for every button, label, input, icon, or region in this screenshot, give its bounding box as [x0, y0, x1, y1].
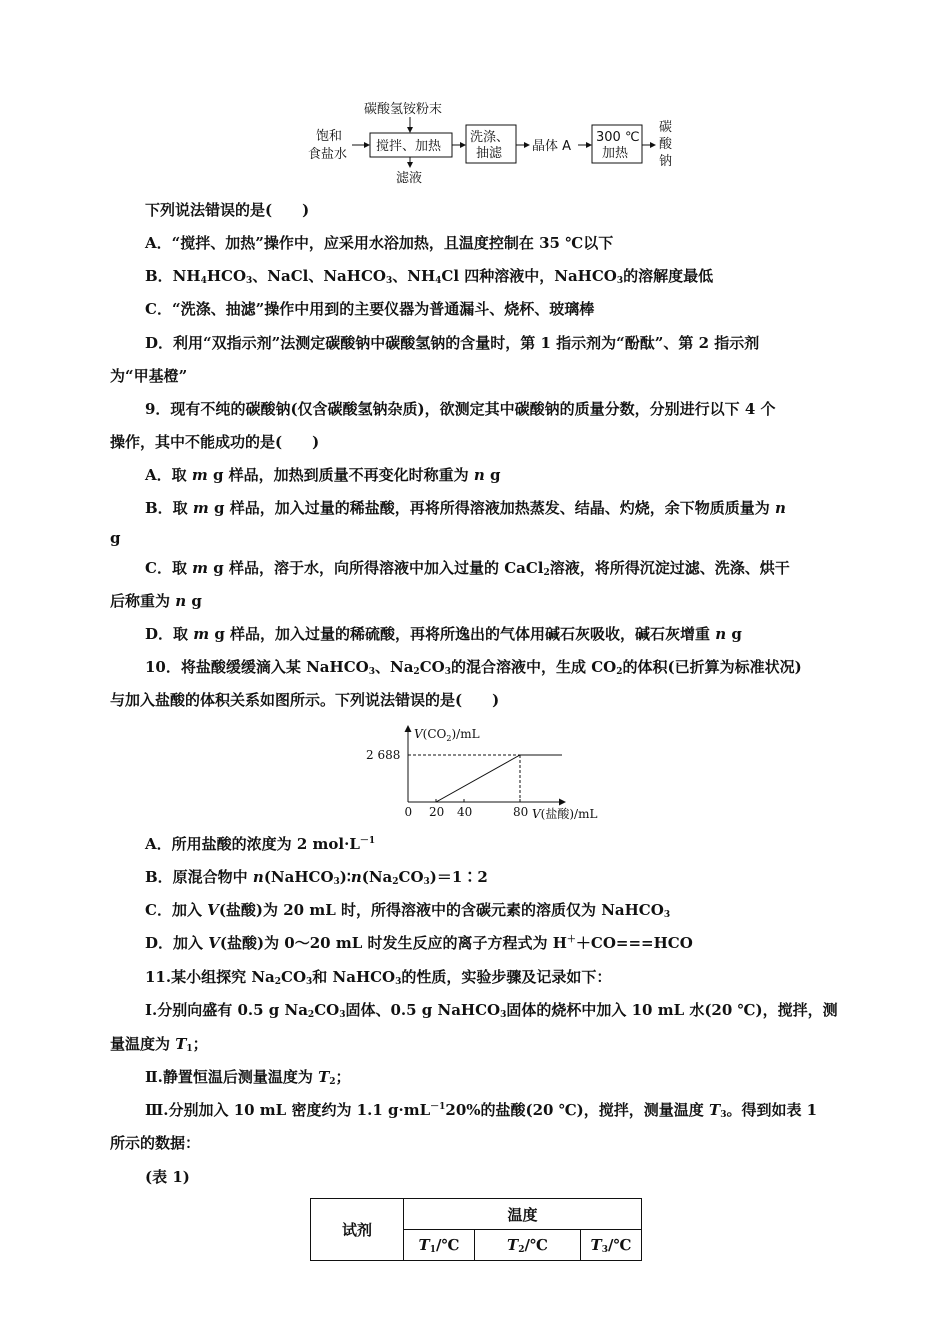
q11-stem: 11.某小组探究 $Na_2CO_3$和 NaHCO$_3$的性质，实验步骤及记录如下： — [145, 968, 612, 987]
q10-option-a: A．所用盐酸的浓度为 2 $mol\cdot L^{-1}$ — [145, 835, 376, 853]
q10-stem-line2: 与加入盐酸的体积关系如图所示。下列说法错误的是( ) — [110, 691, 500, 709]
flow-top-input: 碳酸氢铵粉末 — [364, 102, 443, 117]
flow-left-input-2: 食盐水 — [308, 147, 348, 162]
q11-step-iii-line2: 所示的数据： — [110, 1134, 201, 1152]
q8-option-b: B．$NH_4HCO_3$、NaCl、NaHCO$_3$、$NH_4Cl$ 四种溶液中，NaHCO$_3$的溶解度最低 — [145, 267, 714, 286]
q10-option-d: D．加入 V(盐酸)为 0～20 mL 时发生反应的离子方程式为 H＋＋CO===HCO — [145, 934, 693, 952]
q9-option-d: D．取 m g 样品，加入过量的稀硫酸，再将所逸出的气体用碱石灰吸收，碱石灰增重 n g — [145, 625, 742, 643]
chart-ylabel: $V(CO_2)/mL$ — [414, 727, 480, 743]
table-header-t1: $T_1/℃$ — [404, 1230, 475, 1261]
chart-ytick-label: 2 688 — [366, 748, 401, 762]
q11-step-iii-line1: Ⅲ.分别加入 10 mL 密度约为 1.1 $g\cdot mL^{-1}20\%$的盐酸(20 ℃)，搅拌，测量温度 $T_3$。得到如表 1 — [145, 1101, 818, 1120]
process-flowchart — [300, 95, 700, 185]
flow-box2-label-1: 洗涤、 — [470, 130, 510, 145]
table-caption: (表 1) — [145, 1168, 190, 1186]
q10-option-c: C．加入 V(盐酸)为 20 mL 时，所得溶液中的含碳元素的溶质仅为 NaHCO$_3$ — [145, 901, 671, 920]
q11-step-i-line1: Ⅰ.分别向盛有 0.5 g $Na_2CO_3$固体、0.5 g NaHCO$_3$固体的烧杯中加入 10 mL 水(20 ℃)，搅拌，测 — [145, 1001, 838, 1020]
flow-box2-label-2: 抽滤 — [476, 146, 503, 161]
q11-step-ii: Ⅱ.静置恒温后测量温度为 $T_2$； — [145, 1068, 351, 1087]
q9-stem-line2: 操作，其中不能成功的是( ) — [110, 433, 320, 451]
flow-box1-label: 搅拌、加热 — [376, 139, 442, 154]
q9-option-c-line2: 后称重为 n g — [110, 592, 202, 610]
flow-crystal-a: 晶体 A — [532, 139, 572, 154]
chart-xtick-label-3: 80 — [513, 805, 529, 819]
flow-left-input-1: 饱和 — [316, 129, 343, 144]
q8-option-d-line2: 为“甲基橙” — [110, 367, 188, 385]
flow-product-1: 碳 — [659, 120, 673, 135]
q9-stem-line1: 9．现有不纯的碳酸钠(仅含碳酸氢钠杂质)，欲测定其中碳酸钠的质量分数，分别进行以下 4 个 — [145, 400, 776, 418]
table-header-temperature: 温度 — [404, 1199, 642, 1230]
q11-step-i-line2: 量温度为 $T_1$； — [110, 1035, 208, 1054]
co2-volume-chart — [360, 722, 630, 824]
chart-xtick-label-0: 0 — [404, 805, 413, 819]
chart-series-line — [408, 755, 562, 802]
q8-option-a: A．“搅拌、加热”操作中，应采用水浴加热，且温度控制在 35 ℃以下 — [145, 234, 614, 252]
flow-bottom-output: 滤液 — [396, 171, 423, 185]
q9-option-c-line1: C．取 m g 样品，溶于水，向所得溶液中加入过量的 CaCl$_2$溶液，将所得沉淀过滤、洗涤、烘干 — [145, 559, 790, 578]
q9-option-b-line1: B．取 m g 样品，加入过量的稀盐酸，再将所得溶液加热蒸发、结晶、灼烧，余下物质质量为 n — [145, 499, 786, 517]
chart-xlabel: V(盐酸)/mL — [532, 807, 598, 821]
table-header-row — [311, 1199, 642, 1230]
flow-box3-label-2: 加热 — [602, 146, 629, 161]
chart-xtick-label-1: 20 — [429, 805, 445, 819]
q9-option-b-line2: g — [110, 529, 121, 547]
q10-stem-line1: 10．将盐酸缓缓滴入某 NaHCO$_3$、$Na_2CO_3$的混合溶液中，生成 $CO_2$的体积(已折算为标准状况) — [145, 658, 802, 677]
q9-option-a: A．取 m g 样品，加热到质量不再变化时称重为 n g — [145, 466, 501, 484]
table-header-t3: $T_3/℃$ — [581, 1230, 642, 1261]
table-header-t2: $T_2/℃$ — [475, 1230, 581, 1261]
chart-xtick-label-2: 40 — [457, 805, 473, 819]
table-header-reagent: 试剂 — [311, 1199, 404, 1261]
flow-product-2: 酸 — [659, 137, 673, 152]
data-table — [310, 1198, 642, 1261]
q8-option-c: C．“洗涤、抽滤”操作中用到的主要仪器为普通漏斗、烧杯、玻璃棒 — [145, 300, 595, 318]
q8-stem: 下列说法错误的是( ) — [145, 201, 310, 219]
flow-product-3: 钠 — [659, 154, 673, 169]
flow-box3-label-1: 300 ℃ — [596, 130, 640, 145]
q8-option-d-line1: D．利用“双指示剂”法测定碳酸钠中碳酸氢钠的含量时，第 1 指示剂为“酚酞”、第 2 指示剂 — [145, 334, 760, 352]
q10-option-b: B．原混合物中 $n(NaHCO_3)∶n(Na_2CO_3)=1∶2$ — [145, 868, 488, 887]
